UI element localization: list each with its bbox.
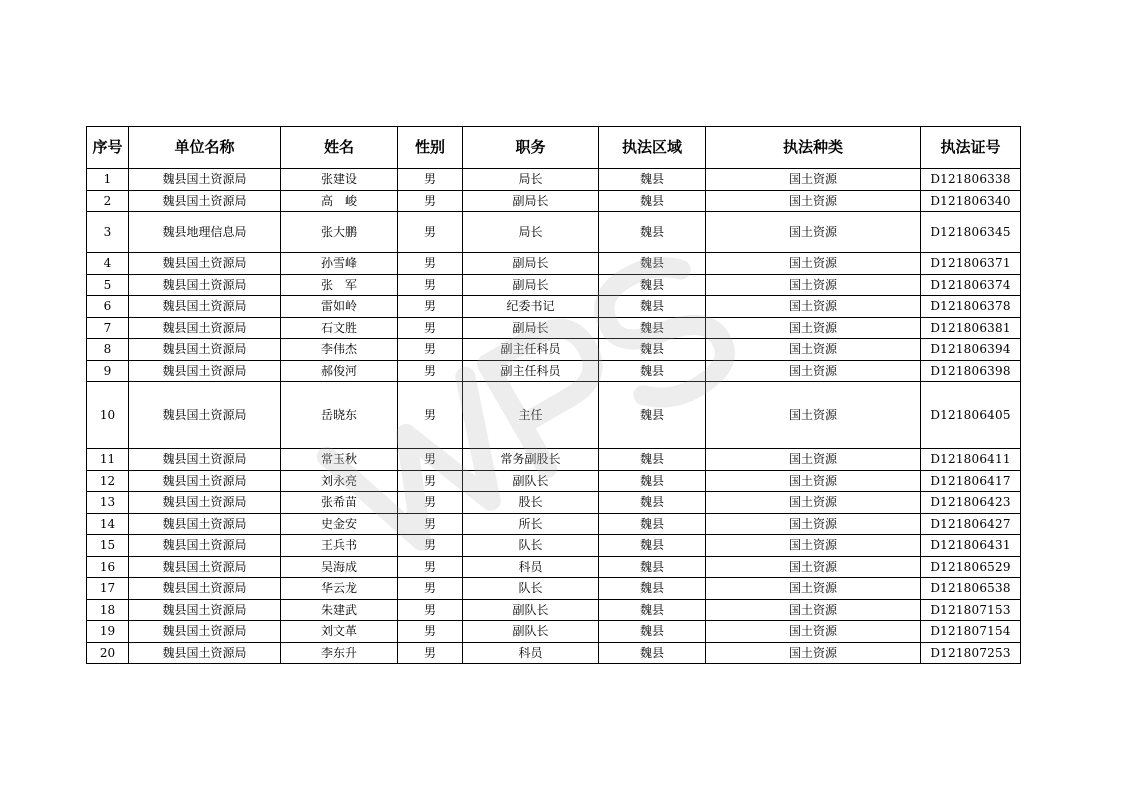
cell-unit: 魏县国土资源局 <box>129 578 281 600</box>
cell-name: 张建设 <box>281 169 398 191</box>
cell-type: 国土资源 <box>706 621 921 643</box>
cell-position: 主任 <box>463 382 599 449</box>
cell-gender: 男 <box>398 296 463 318</box>
cell-cert: D121806378 <box>921 296 1021 318</box>
cell-unit: 魏县国土资源局 <box>129 556 281 578</box>
cell-region: 魏县 <box>599 621 706 643</box>
cell-region: 魏县 <box>599 642 706 664</box>
cell-cert: D121806345 <box>921 212 1021 253</box>
table-row <box>87 296 1021 318</box>
cell-name: 刘文革 <box>281 621 398 643</box>
cell-cert: D121806427 <box>921 513 1021 535</box>
cell-region: 魏县 <box>599 449 706 471</box>
cell-type: 国土资源 <box>706 535 921 557</box>
cell-gender: 男 <box>398 621 463 643</box>
cell-region: 魏县 <box>599 253 706 275</box>
cell-seq: 9 <box>87 360 129 382</box>
cell-name: 高 峻 <box>281 190 398 212</box>
cell-type: 国土资源 <box>706 599 921 621</box>
cell-gender: 男 <box>398 169 463 191</box>
header-name: 姓名 <box>281 127 398 169</box>
cell-region: 魏县 <box>599 513 706 535</box>
cell-type: 国土资源 <box>706 642 921 664</box>
cell-gender: 男 <box>398 556 463 578</box>
cell-position: 副队长 <box>463 470 599 492</box>
cell-position: 纪委书记 <box>463 296 599 318</box>
cell-region: 魏县 <box>599 556 706 578</box>
cell-type: 国土资源 <box>706 578 921 600</box>
cell-gender: 男 <box>398 578 463 600</box>
cell-position: 局长 <box>463 212 599 253</box>
cell-region: 魏县 <box>599 470 706 492</box>
cell-position: 科员 <box>463 556 599 578</box>
cell-unit: 魏县国土资源局 <box>129 470 281 492</box>
cell-unit: 魏县国土资源局 <box>129 513 281 535</box>
cell-cert: D121807253 <box>921 642 1021 664</box>
cell-unit: 魏县国土资源局 <box>129 449 281 471</box>
cell-type: 国土资源 <box>706 339 921 361</box>
cell-name: 李伟杰 <box>281 339 398 361</box>
cell-name: 王兵书 <box>281 535 398 557</box>
cell-region: 魏县 <box>599 360 706 382</box>
cell-position: 副局长 <box>463 190 599 212</box>
cell-name: 史金安 <box>281 513 398 535</box>
table-row <box>87 642 1021 664</box>
cell-position: 队长 <box>463 578 599 600</box>
cell-unit: 魏县国土资源局 <box>129 360 281 382</box>
cell-unit: 魏县国土资源局 <box>129 642 281 664</box>
table-header <box>87 127 1021 169</box>
cell-position: 副主任科员 <box>463 339 599 361</box>
cell-gender: 男 <box>398 382 463 449</box>
cell-position: 常务副股长 <box>463 449 599 471</box>
cell-seq: 5 <box>87 274 129 296</box>
cell-name: 朱建武 <box>281 599 398 621</box>
cell-seq: 3 <box>87 212 129 253</box>
cell-unit: 魏县国土资源局 <box>129 535 281 557</box>
cell-cert: D121806423 <box>921 492 1021 514</box>
cell-seq: 15 <box>87 535 129 557</box>
cell-type: 国土资源 <box>706 317 921 339</box>
cell-unit: 魏县国土资源局 <box>129 382 281 449</box>
cell-seq: 17 <box>87 578 129 600</box>
cell-seq: 16 <box>87 556 129 578</box>
cell-type: 国土资源 <box>706 190 921 212</box>
cell-cert: D121806411 <box>921 449 1021 471</box>
cell-name: 刘永亮 <box>281 470 398 492</box>
cell-unit: 魏县国土资源局 <box>129 169 281 191</box>
cell-name: 华云龙 <box>281 578 398 600</box>
cell-seq: 20 <box>87 642 129 664</box>
table-row <box>87 339 1021 361</box>
cell-gender: 男 <box>398 513 463 535</box>
cell-seq: 13 <box>87 492 129 514</box>
cell-type: 国土资源 <box>706 513 921 535</box>
table-row <box>87 556 1021 578</box>
cell-type: 国土资源 <box>706 212 921 253</box>
header-gender: 性别 <box>398 127 463 169</box>
header-seq: 序号 <box>87 127 129 169</box>
cell-name: 石文胜 <box>281 317 398 339</box>
cell-position: 副队长 <box>463 621 599 643</box>
cell-gender: 男 <box>398 339 463 361</box>
cell-name: 常玉秋 <box>281 449 398 471</box>
header-unit: 单位名称 <box>129 127 281 169</box>
cell-cert: D121807153 <box>921 599 1021 621</box>
cell-region: 魏县 <box>599 492 706 514</box>
cell-seq: 14 <box>87 513 129 535</box>
cell-name: 张大鹏 <box>281 212 398 253</box>
cell-cert: D121806417 <box>921 470 1021 492</box>
cell-type: 国土资源 <box>706 492 921 514</box>
cell-unit: 魏县国土资源局 <box>129 253 281 275</box>
cell-region: 魏县 <box>599 274 706 296</box>
table-row <box>87 599 1021 621</box>
header-row <box>87 127 1021 169</box>
cell-region: 魏县 <box>599 317 706 339</box>
cell-seq: 4 <box>87 253 129 275</box>
cell-cert: D121806538 <box>921 578 1021 600</box>
cell-region: 魏县 <box>599 578 706 600</box>
cell-seq: 6 <box>87 296 129 318</box>
cell-cert: D121806405 <box>921 382 1021 449</box>
cell-position: 局长 <box>463 169 599 191</box>
header-type: 执法种类 <box>706 127 921 169</box>
cell-type: 国土资源 <box>706 470 921 492</box>
cell-cert: D121806374 <box>921 274 1021 296</box>
cell-type: 国土资源 <box>706 360 921 382</box>
cell-gender: 男 <box>398 599 463 621</box>
cell-region: 魏县 <box>599 296 706 318</box>
cell-name: 张 军 <box>281 274 398 296</box>
cell-unit: 魏县国土资源局 <box>129 339 281 361</box>
cell-cert: D121806338 <box>921 169 1021 191</box>
cell-name: 吴海成 <box>281 556 398 578</box>
cell-gender: 男 <box>398 642 463 664</box>
table-row <box>87 513 1021 535</box>
cell-gender: 男 <box>398 360 463 382</box>
table-row <box>87 449 1021 471</box>
table-row <box>87 212 1021 253</box>
cell-seq: 1 <box>87 169 129 191</box>
cell-region: 魏县 <box>599 212 706 253</box>
cell-region: 魏县 <box>599 339 706 361</box>
cell-cert: D121806398 <box>921 360 1021 382</box>
cell-gender: 男 <box>398 190 463 212</box>
cell-position: 股长 <box>463 492 599 514</box>
cell-position: 副队长 <box>463 599 599 621</box>
header-cert: 执法证号 <box>921 127 1021 169</box>
cell-unit: 魏县国土资源局 <box>129 296 281 318</box>
cell-name: 郝俊河 <box>281 360 398 382</box>
cell-cert: D121806340 <box>921 190 1021 212</box>
table-row <box>87 382 1021 449</box>
cell-type: 国土资源 <box>706 274 921 296</box>
cell-name: 雷如岭 <box>281 296 398 318</box>
cell-seq: 2 <box>87 190 129 212</box>
cell-position: 所长 <box>463 513 599 535</box>
cell-seq: 10 <box>87 382 129 449</box>
header-position: 职务 <box>463 127 599 169</box>
cell-cert: D121806394 <box>921 339 1021 361</box>
cell-region: 魏县 <box>599 169 706 191</box>
cell-type: 国土资源 <box>706 169 921 191</box>
cell-unit: 魏县国土资源局 <box>129 190 281 212</box>
cell-type: 国土资源 <box>706 296 921 318</box>
table-row <box>87 274 1021 296</box>
cell-seq: 19 <box>87 621 129 643</box>
header-region: 执法区域 <box>599 127 706 169</box>
cell-type: 国土资源 <box>706 253 921 275</box>
cell-cert: D121806529 <box>921 556 1021 578</box>
cell-name: 孙雪峰 <box>281 253 398 275</box>
table-row <box>87 535 1021 557</box>
table-row <box>87 169 1021 191</box>
cell-seq: 8 <box>87 339 129 361</box>
table-row <box>87 492 1021 514</box>
cell-name: 岳晓东 <box>281 382 398 449</box>
table-body <box>87 169 1021 664</box>
cell-seq: 18 <box>87 599 129 621</box>
cell-cert: D121807154 <box>921 621 1021 643</box>
cell-gender: 男 <box>398 470 463 492</box>
cell-position: 科员 <box>463 642 599 664</box>
cell-unit: 魏县国土资源局 <box>129 621 281 643</box>
table-row <box>87 360 1021 382</box>
table-row <box>87 253 1021 275</box>
cell-name: 李东升 <box>281 642 398 664</box>
cell-region: 魏县 <box>599 382 706 449</box>
cell-gender: 男 <box>398 535 463 557</box>
cell-name: 张希苗 <box>281 492 398 514</box>
cell-gender: 男 <box>398 449 463 471</box>
cell-unit: 魏县国土资源局 <box>129 274 281 296</box>
cell-seq: 7 <box>87 317 129 339</box>
cell-unit: 魏县国土资源局 <box>129 492 281 514</box>
table-row <box>87 470 1021 492</box>
enforcement-roster-table <box>86 126 1021 664</box>
cell-type: 国土资源 <box>706 382 921 449</box>
cell-seq: 12 <box>87 470 129 492</box>
cell-position: 副局长 <box>463 253 599 275</box>
cell-region: 魏县 <box>599 599 706 621</box>
table-row <box>87 578 1021 600</box>
cell-cert: D121806381 <box>921 317 1021 339</box>
cell-cert: D121806431 <box>921 535 1021 557</box>
cell-gender: 男 <box>398 492 463 514</box>
cell-position: 副局长 <box>463 317 599 339</box>
cell-unit: 魏县地理信息局 <box>129 212 281 253</box>
cell-region: 魏县 <box>599 190 706 212</box>
cell-gender: 男 <box>398 212 463 253</box>
table-row <box>87 190 1021 212</box>
cell-position: 副主任科员 <box>463 360 599 382</box>
table-row <box>87 621 1021 643</box>
cell-type: 国土资源 <box>706 449 921 471</box>
cell-position: 副局长 <box>463 274 599 296</box>
cell-gender: 男 <box>398 274 463 296</box>
cell-gender: 男 <box>398 317 463 339</box>
cell-unit: 魏县国土资源局 <box>129 317 281 339</box>
cell-region: 魏县 <box>599 535 706 557</box>
cell-type: 国土资源 <box>706 556 921 578</box>
cell-gender: 男 <box>398 253 463 275</box>
cell-seq: 11 <box>87 449 129 471</box>
cell-position: 队长 <box>463 535 599 557</box>
table-row <box>87 317 1021 339</box>
cell-cert: D121806371 <box>921 253 1021 275</box>
cell-unit: 魏县国土资源局 <box>129 599 281 621</box>
